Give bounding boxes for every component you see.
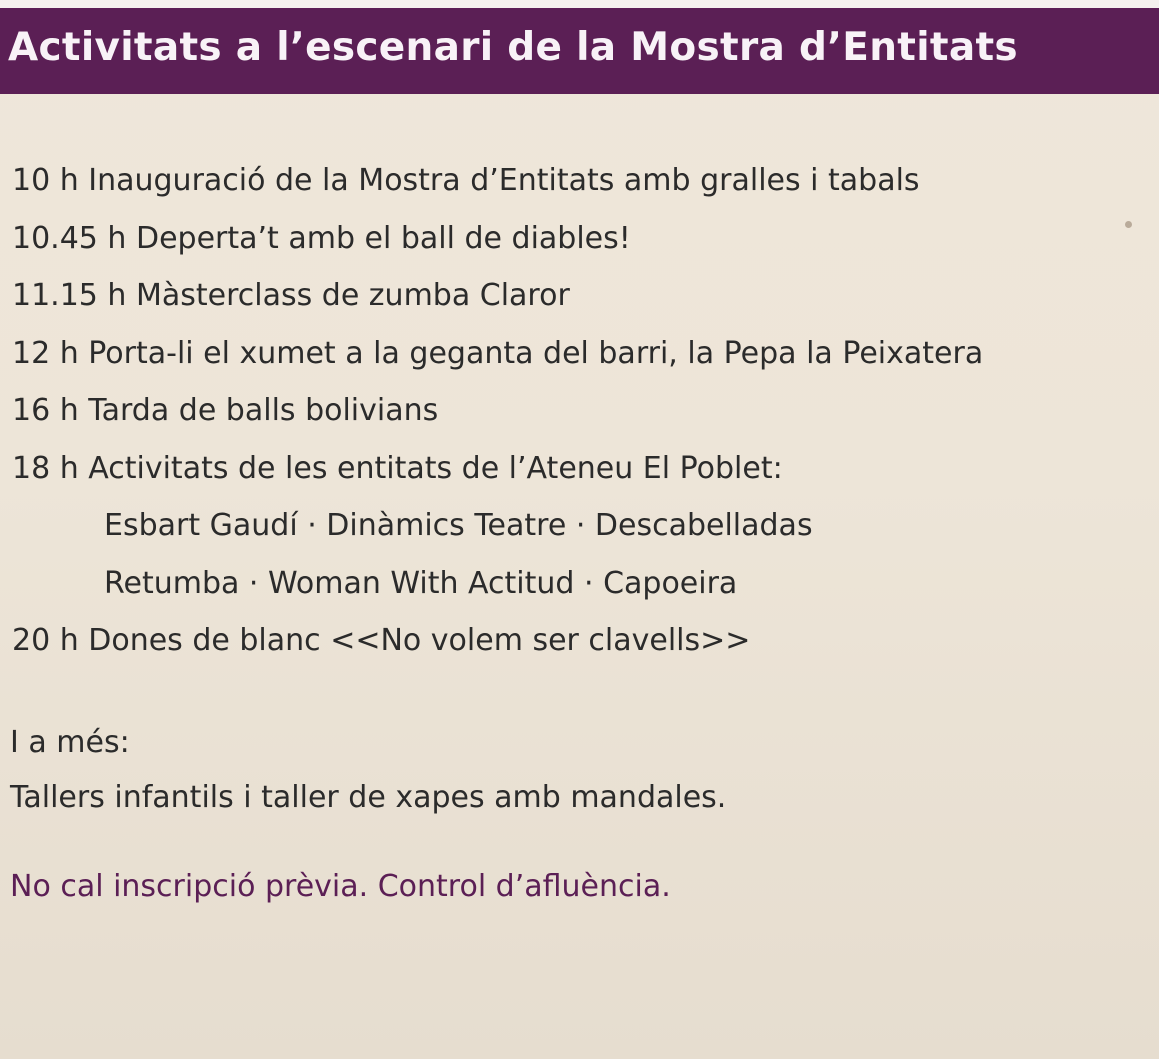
schedule-item-diables: 10.45 h Deperta’t amb el ball de diables! [12,220,631,256]
schedule-item-dones-de-blanc: 20 h Dones de blanc <<No volem ser clavells>> [12,623,751,658]
paper-speck [1125,221,1132,228]
schedule-item-balls-bolivians: 16 h Tarda de balls bolivians [12,393,439,428]
title-banner [0,8,1159,94]
schedule-subitem-groups-2: Retumba · Woman With Actitud · Capoeira [104,565,738,601]
schedule-item-inauguration: 10 h Inauguració de la Mostra d’Entitats amb gralles i tabals [12,163,920,198]
schedule-item-zumba: 11.15 h Màsterclass de zumba Claror [12,278,570,313]
extras-section [10,715,1150,825]
schedule-item-geganta: 12 h Porta-li el xumet a la geganta del barri, la Pepa la Peixatera [12,335,984,371]
registration-notice: No cal inscripció prèvia. Control d’afluència. [10,869,671,904]
schedule-subitem-groups-1: Esbart Gaudí · Dinàmics Teatre · Descabelladas [104,508,813,543]
schedule-item-ateneu: 18 h Activitats de les entitats de l’Ateneu El Poblet: [12,450,783,486]
top-edge-strip [0,0,1159,8]
extras-text: Tallers infantils i taller de xapes amb mandales. [10,780,727,815]
activity-schedule [12,152,1159,670]
page-title: Activitats a l’escenari de la Mostra d’Entitats [8,25,1018,70]
extras-heading: I a més: [10,725,130,760]
